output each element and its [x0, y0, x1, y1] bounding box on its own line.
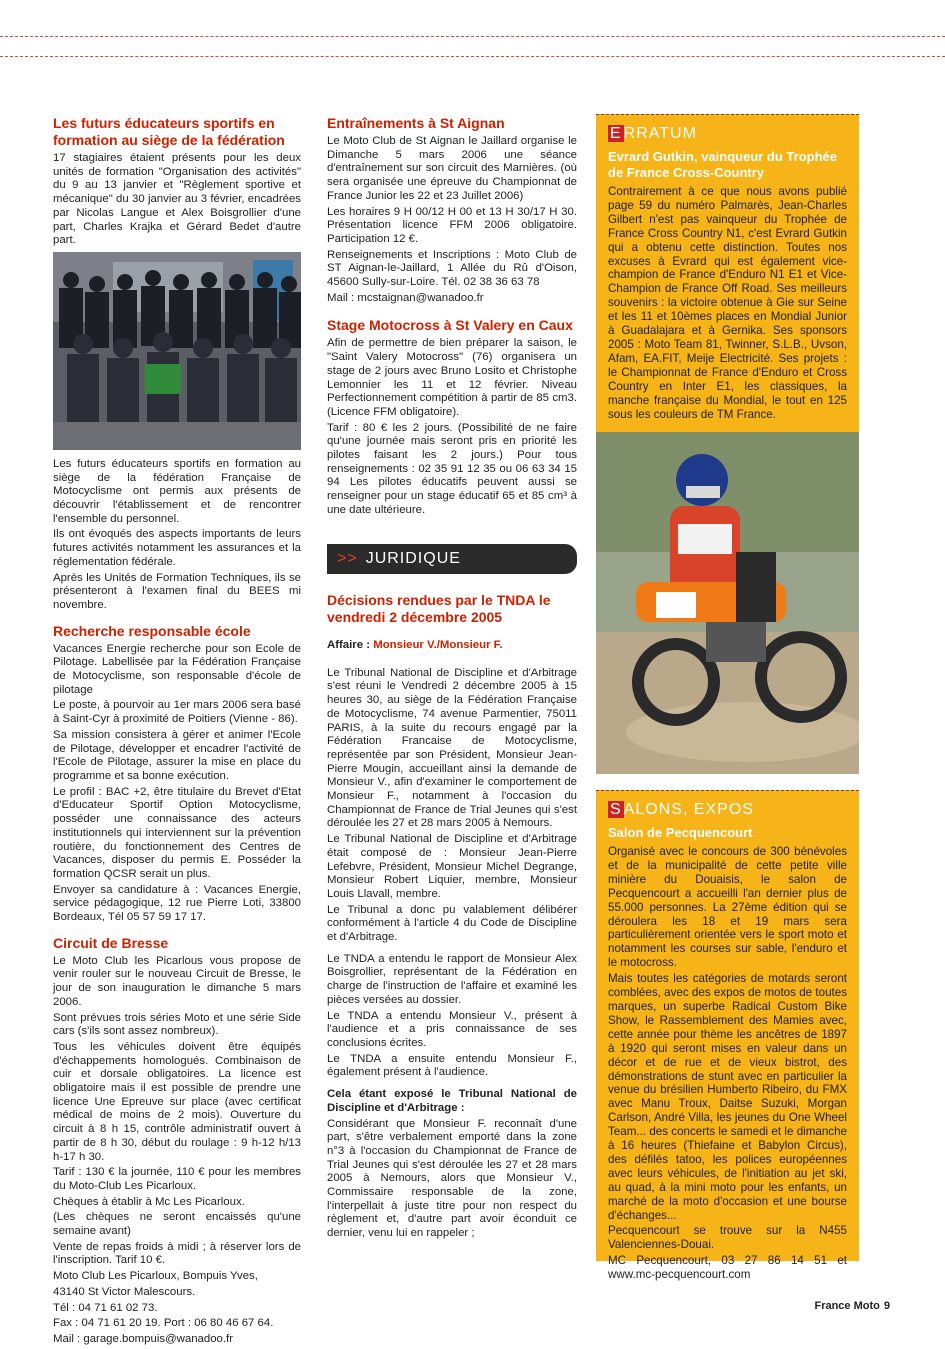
bresse-p11: Fax : 04 71 61 20 19. Port : 06 80 46 67 64. [53, 1317, 274, 1330]
st-aignan-p2: Les horaires 9 H 00/12 H 00 et 13 H 30/17 H 30. Présentation licence FFM 2006 obligatoire. Participation 12 €. [327, 205, 577, 245]
group-photo-image [53, 252, 301, 450]
responsable-p5: Envoyer sa candidature à : Vacances Energie, service pédagogique, 12 rue Pierre Loti, 33800 Bordeaux, Tél 05 57 59 17 17. [53, 883, 301, 924]
responsable-p3: Sa mission consistera à gérer et animer l'Ecole de Pilotage, développer et encadrer l'activité de l'Ecole de Pilotage, assurer la mise en place du programme et sa bonne exécution. [53, 728, 301, 782]
group-photo [53, 252, 301, 450]
top-dashed-rule-2 [0, 56, 945, 57]
bresse-p7: Vente de repas froids à midi ; à réserver lors de l'inscription. Tarif 10 €. [53, 1240, 301, 1267]
section-title-tnda: Décisions rendues par le TNDA le vendredi 2 décembre 2005 [327, 592, 551, 625]
middle-column-top [327, 115, 577, 520]
spacer [53, 615, 301, 623]
st-valery-p1: Afin de permettre de bien préparer la saison, le "Saint Valery Motocross" (76) organisera un stage de 2 jours avec Bruno Losito et Christophe Lemonnier les 11 et 12 février. Niveau Perfectionnement compétition à partir de 85 cm3. (Licence FFM obligatoire). [327, 337, 577, 418]
magazine-name: France Moto [814, 1300, 880, 1312]
bresse-p8: Moto Club Les Picarloux, Bompuis Yves, [53, 1270, 258, 1283]
spacer [327, 655, 577, 667]
banner-label: JURIDIQUE [365, 550, 461, 567]
page-footer [814, 1300, 890, 1312]
page-number: 9 [883, 1300, 890, 1312]
spacer [53, 927, 301, 935]
tnda-p7: Considérant que Monsieur F. reconnaît d'une part, s'être verbalement emporté dans la zone n°3 à l'occasion du Championnat de France de Trial Jeunes qui s'est déroulée les 27 et 28 mars 2005 à Nemours, alors que Monsieur V., Commissaire responsable de la zone, l'interpellait à juste titre pour non respect du règlement et, d'autre part avoir éconduit ce dernier, venu lui en rappeler ; [327, 1117, 577, 1240]
photo-caption-1: Les futurs éducateurs sportifs en formation au siège de la fédération Française de Motocyclisme ont permis aux présents de découvrir l'établissement et de rencontrer l'ensemble du personnel. [53, 457, 301, 525]
bresse-p9: 43140 St Victor Malescours. [53, 1285, 196, 1298]
tnda-p3: Le Tribunal a donc pu valablement délibérer conformément à l'article 4 du Code de Discipline et d'Arbitrage. [327, 903, 577, 944]
tnda-p6: Le TNDA a ensuite entendu Monsieur F., également présent à l'audience. [327, 1052, 577, 1079]
erratum-rest: RRATUM [623, 125, 697, 142]
st-aignan-p1: Le Moto Club de St Aignan le Jaillard organise le Dimanche 5 mars 2006 une séance d'entraînement sur son circuit des Marnières. (où sera organisée une épreuve du Championnat de France Junior les 22 et 23 Juillet 2006) [327, 135, 577, 202]
section-title-st-aignan: Entraînements à St Aignan [327, 115, 505, 131]
salons-p3: Pecquencourt se trouve sur la N455 Valenciennes-Douai. [608, 1224, 847, 1252]
st-valery-p2: Tarif : 80 € les 2 jours. (Possibilité de ne faire qu'une journée mais seront pris en priorité les pilotes faisant les 2 jours.) Pour tous renseignements : 02 35 91 12 35 ou 06 63 34 15 94 Les pilotes éducatifs peuvent aussi se renseigner pour un stage éducatif 65 et 85 cm³ à une date ultérieure. [327, 421, 577, 516]
salons-headline: Salon de Pecquencourt [608, 825, 753, 840]
spacer [327, 629, 577, 639]
bresse-p3: Tous les véhicules doivent être équipés d'échappements homologués. Combinaison de cuir et dorsale obligatoires. La licence est obligatoire mais il est possible de prendre une licence Une Epreuve sur place (avec certificat médical de moins de 2 mois). Ouverture du circuit à 8 h 15, contrôle administratif ouvert à partir de 8 h 30, début du roulage : 9 h-12 h/13 h-17 h 30. [53, 1040, 301, 1163]
section-title-st-valery: Stage Motocross à St Valery en Caux [327, 317, 573, 334]
banner-arrows: >> [337, 550, 358, 567]
photo-caption-2: Ils ont évoqués des aspects importants de leurs futures activités notamment les assurances et la réglementation fédérale. [53, 528, 301, 568]
erratum-box [596, 114, 859, 433]
top-dashed-rule [0, 36, 945, 37]
responsable-p4: Le profil : BAC +2, être titulaire du Brevet d'Etat d'Educateur Sportif Option Motocyclisme, posséder une connaissance des acteurs institutionnels qui interviennent sur la prévention routière, du fonctionnement des Centres de Vacances, disposer du permis E. Posséder la formation QCSR serait un plus. [53, 785, 301, 880]
salons-title [608, 801, 859, 819]
tnda-bold: Cela étant exposé le Tribunal National de Discipline et d'Arbitrage : [327, 1088, 577, 1114]
photo-caption-3: Après les Unités de Formation Techniques, ils se présenteront à l'examen final du BEES mi novembre. [53, 571, 301, 611]
responsable-p1: Vacances Energie recherche pour son Ecole de Pilotage. Labellisée par la Fédération Française de Motocyclisme, son responsable d'école de pilotage [53, 642, 301, 696]
bresse-p2: Sont prévues trois séries Moto et une série Side cars (s'ils sont assez nombreux). [53, 1011, 301, 1038]
bresse-p5: Chèques à établir à Mc Les Picarloux. [53, 1195, 245, 1208]
affaire-line [327, 639, 577, 653]
affaire-label: Affaire : [327, 639, 371, 651]
bresse-mail: Mail : garage.bompuis@wanadoo.fr [53, 1333, 233, 1345]
educateurs-body: 17 stagiaires étaient présents pour les deux unités de formation "Organisation des activités" du 9 au 13 janvier et "Règlement sportive et mécanique" du 30 janvier au 3 février, encadrées par Nicolas Langue et Alex Boisgrollier d'une part, Charles Krajka et Gérard Bedet d'autre part. [53, 152, 301, 247]
responsable-p2: Le poste, à pourvoir au 1er mars 2006 sera basé à Saint-Cyr à proximité de Poitiers (Vienne - 86). [53, 699, 301, 726]
erratum-title [608, 125, 859, 143]
erratum-cap: E [610, 125, 622, 142]
motocross-photo-image [596, 432, 859, 774]
motocross-photo [596, 432, 859, 774]
affaire-value: Monsieur V./Monsieur F. [373, 639, 503, 651]
left-column [53, 115, 301, 1349]
tnda-p2: Le Tribunal National de Discipline et d'Arbitrage était composé de : Monsieur Jean-Pierre Lefebvre, Président, Monsieur Michel Degrange, Monsieur Robert Liquier, membre, Monsieur Louis Llavall, membre. [327, 833, 577, 900]
salons-cap: S [610, 801, 622, 818]
section-title-responsable: Recherche responsable école [53, 622, 251, 639]
tnda-p4: Le TNDA a entendu le rapport de Monsieur Alex Boisgrollier, représentant de la Fédération en charge de l'instruction de l'affaire et examiné les pièces versées au dossier. [327, 952, 577, 1006]
section-title-educateurs: Les futurs éducateurs sportifs en formation au siège de la fédération [53, 115, 285, 148]
st-aignan-mail: Mail : mcstaignan@wanadoo.fr [327, 291, 484, 304]
tnda-p5: Le TNDA a entendu Monsieur V., présent à l'audience et a pris connaissance de ses conclusions écrites. [327, 1009, 577, 1049]
salons-p4: MC Pecquencourt, 03 27 86 14 51 et www.mc-pecquencourt.com [608, 1254, 847, 1282]
tnda-p1: Le Tribunal National de Discipline et d'Arbitrage s'est réuni le Vendredi 2 décembre 2005 à 15 heures 30, au siège de la Fédération Française de Motocyclisme, 74 avenue Parmentier, 75011 PARIS, à la suite du recours engagé par la Fédération Francaise de Motocyclisme, représentée par son Président, Monsieur Jean-Pierre Mougin, accueillant ainsi la demande de Monsieur V., afin d'examiner le comportement de Monsieur F., notamment à l'occasion du Championnat de France de Trial Jeunes qui s'est déroulée les 27 et 28 mars 2005 à Nemours. [327, 666, 577, 830]
salons-box [596, 790, 859, 1282]
erratum-body: Contrairement à ce que nous avons publié page 59 du numéro Palmarès, Jean-Charles Gilbert n'est pas vainqueur du Trophée de France Cross Country N1, c'est Evrard Gutkin qui a obtenu cette distinction. Toutes nos excuses à Evrard qui est également vice-champion de France d'Enduro N1 E1 et Vice-Champion de France Off Road. Ses meilleurs souvenirs : la victoire obtenue à Gie sur Seine et les 11 et 10èmes places en Mondial Junior à Guadalajara et à Gernika. Ses sponsors 2005 : Moto Team 81, Twinner, S.L.B., Uvson, Afam, EA.FIT, Meije Electricité. Ses projets : le Championnat de France d'Enduro et Cross Country en Inter E1, les classiques, la manche française du Mondial, le tout en 125 sous les couleurs de TM France. [608, 185, 847, 421]
salons-rest: ALONS, EXPOS [623, 801, 754, 818]
erratum-headline: Evrard Gutkin, vainqueur du Trophée de France Cross-Country [608, 149, 837, 180]
st-aignan-p3: Renseignements et Inscriptions : Moto Club de ST Aignan-le-Jaillard, 1 Allée du Rû d'Oison, 45600 Sully-sur-Loire. Tél. 02 38 36 63 78 [327, 248, 577, 289]
bresse-p1: Le Moto Club les Picarlous vous propose de venir rouler sur le nouveau Circuit de Bresse, le jour de son inauguration le dimanche 5 mars 2006. [53, 954, 301, 1008]
bresse-p10: Tél : 04 71 61 02 73. [53, 1301, 158, 1314]
middle-column-bottom [327, 592, 577, 1243]
salons-p2: Mais toutes les catégories de motards seront comblées, avec des expos de motos de toutes marques, un superbe Radical Custom Bike Show, le Rassemblement des Mamies avec, cette année pour thème les ancêtres de 1897 à 1920 qui seront mises en valeur dans un décor et de rue et de vieux bistrot, des démonstrations de stunt avec en particulier la venue du brésilien Humberto Ribeiro, du FMX avec Manu Troux, Daitse Suzuki, Morgan Carlson, André Villa, les jeunes du One Wheel Team... des concerts le samedi et le dimanche à 16 heures (Thiefaine et Babylon Circus), des défilés tatoo, les polices européennes avec leurs véhicules, de l'initiation au jet ski, au quad, à la mini moto pour les enfants, un marché de la moto d'occasion et une bourse d'échanges... [608, 972, 847, 1222]
section-title-bresse: Circuit de Bresse [53, 934, 169, 951]
spacer [327, 307, 577, 317]
juridique-banner [327, 544, 577, 574]
salons-p1: Organisé avec le concours de 300 bénévoles et de la municipalité de cette petite ville minière du Douaisis, le salon de Pecquencourt a accueilli l'an dernier plus de 55.000 personnes. La 27ème édition qui se déroulera les 18 et 19 mars sera particulièrement orientée vers le sport moto et notamment les courses sur sable, l'enduro et le motocross. [608, 845, 847, 970]
bresse-p4: Tarif : 130 € la journée, 110 € pour les membres du Moto-Club Les Picarloux. [53, 1166, 301, 1192]
bresse-p6: (Les chèques ne seront encaissés qu'une semaine avant) [53, 1211, 301, 1238]
